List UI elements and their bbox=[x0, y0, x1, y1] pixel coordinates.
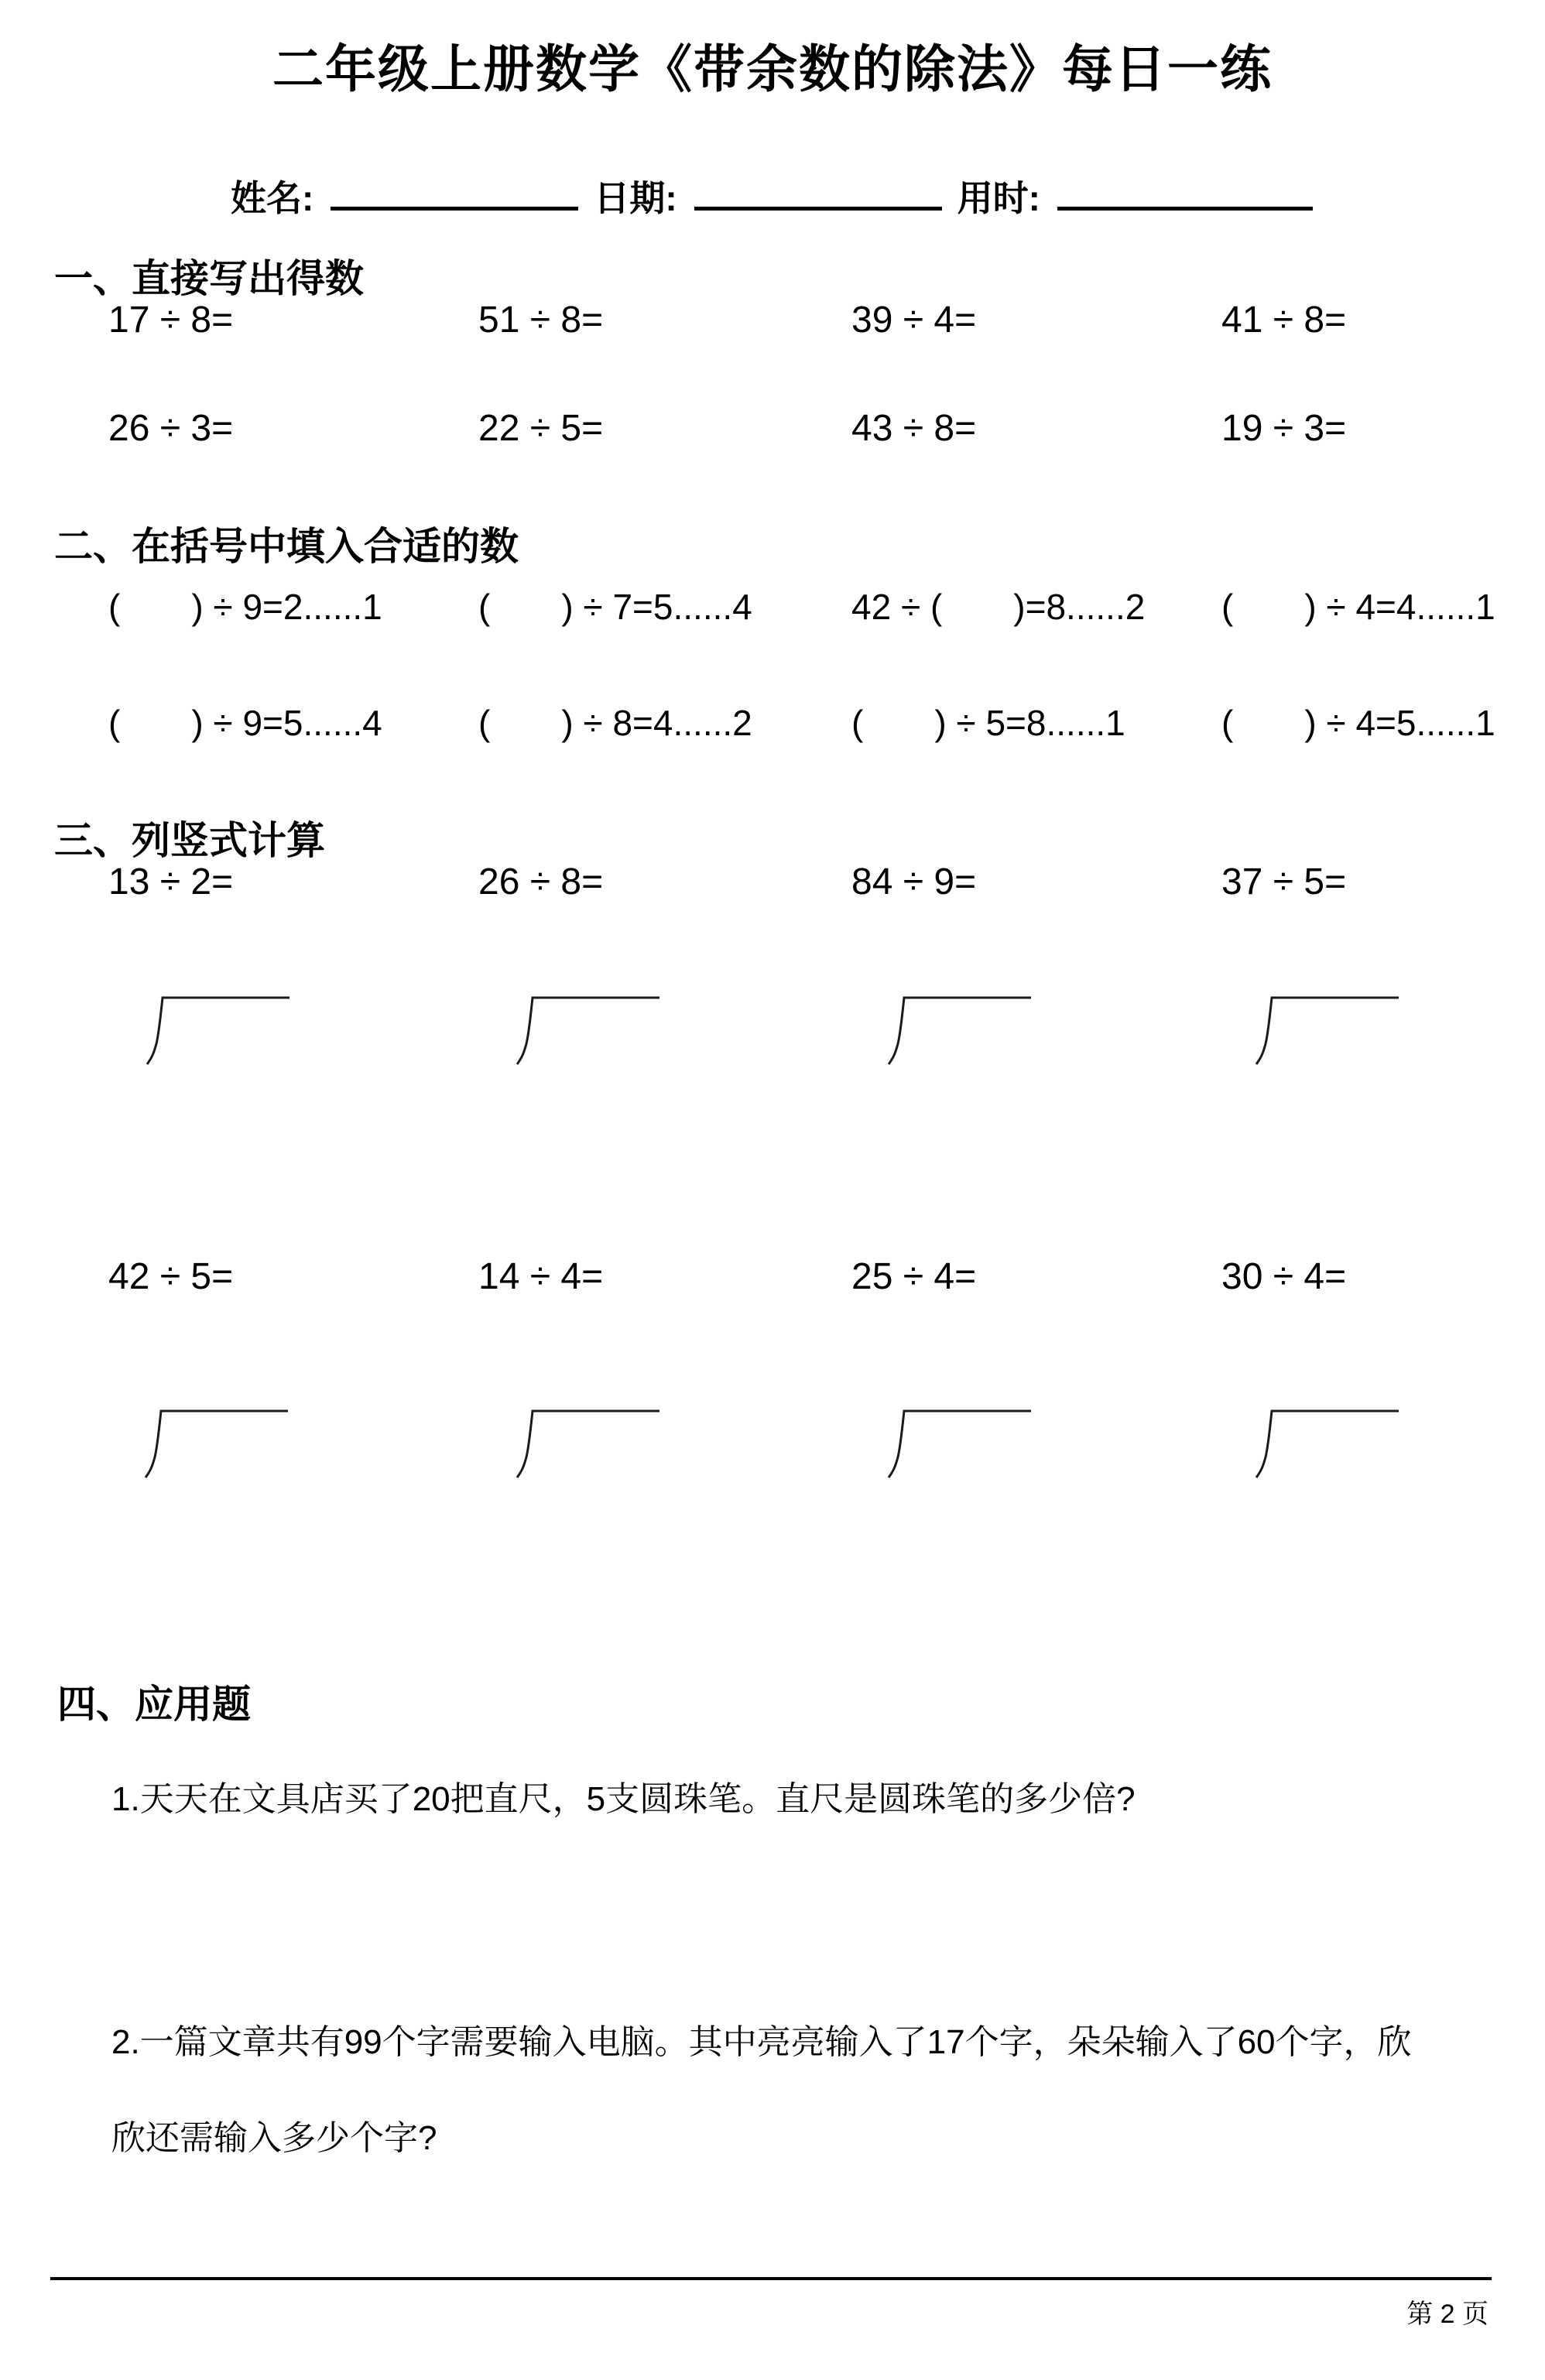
problem: 41 ÷ 8= bbox=[1221, 300, 1347, 341]
long-division-bracket bbox=[887, 1409, 1042, 1480]
problem: ( ) ÷ 9=5......4 bbox=[108, 703, 382, 743]
problem: 26 ÷ 8= bbox=[478, 861, 604, 902]
problem: ( ) ÷ 9=2......1 bbox=[108, 587, 382, 627]
problem: 17 ÷ 8= bbox=[108, 300, 234, 341]
long-division-bracket bbox=[146, 995, 300, 1067]
section1-heading: 一、直接写出得数 bbox=[54, 257, 364, 300]
name-blank-line bbox=[331, 176, 578, 211]
problem: 25 ÷ 4= bbox=[851, 1256, 977, 1297]
long-division-bracket bbox=[516, 995, 670, 1067]
section3-row1 bbox=[0, 861, 1545, 915]
problem: 14 ÷ 4= bbox=[478, 1256, 604, 1297]
section1-row1 bbox=[0, 299, 1545, 353]
problem: ( ) ÷ 5=8......1 bbox=[851, 703, 1125, 743]
problem: ( ) ÷ 4=4......1 bbox=[1221, 587, 1495, 627]
word-problem-2-line2: 欣还需输入多少个字? bbox=[111, 2119, 437, 2157]
section2-row2 bbox=[0, 695, 1545, 749]
problem: 22 ÷ 5= bbox=[478, 408, 604, 449]
problem: 39 ÷ 4= bbox=[851, 300, 977, 341]
section2-heading: 二、在括号中填入合适的数 bbox=[54, 525, 519, 568]
problem: 51 ÷ 8= bbox=[478, 300, 604, 341]
problem: 43 ÷ 8= bbox=[851, 408, 977, 449]
long-division-bracket bbox=[887, 995, 1042, 1067]
section1-row2 bbox=[0, 407, 1545, 461]
problem: ( ) ÷ 4=5......1 bbox=[1221, 703, 1495, 743]
problem: ( ) ÷ 7=5......4 bbox=[478, 587, 752, 627]
problem: 37 ÷ 5= bbox=[1221, 861, 1347, 902]
section3-row2 bbox=[0, 1255, 1545, 1310]
long-division-bracket bbox=[516, 1409, 670, 1480]
problem: ( ) ÷ 8=4......2 bbox=[478, 703, 752, 743]
problem: 13 ÷ 2= bbox=[108, 861, 234, 902]
word-problem-1: 1.天天在文具店买了20把直尺，5支圆珠笔。直尺是圆珠笔的多少倍? bbox=[111, 1780, 1136, 1818]
word-problem-2-line1: 2.一篇文章共有99个字需要输入电脑。其中亮亮输入了17个字，朵朵输入了60个字，欣 bbox=[111, 2023, 1412, 2061]
time-label: 用时: bbox=[957, 178, 1040, 218]
long-division-bracket bbox=[1255, 995, 1410, 1067]
problem: 30 ÷ 4= bbox=[1221, 1256, 1347, 1297]
page-title: 二年级上册数学《带余数的除法》每日一练 bbox=[272, 40, 1273, 98]
problem: 42 ÷ ( )=8......2 bbox=[851, 587, 1146, 627]
time-blank-line bbox=[1057, 176, 1313, 211]
problem: 84 ÷ 9= bbox=[851, 861, 977, 902]
long-division-bracket bbox=[144, 1409, 299, 1480]
meta-line bbox=[231, 170, 1313, 221]
date-blank-line bbox=[694, 176, 942, 211]
name-label: 姓名: bbox=[231, 178, 314, 218]
long-division-bracket bbox=[1255, 1409, 1410, 1480]
problem: 19 ÷ 3= bbox=[1221, 408, 1347, 449]
problem: 42 ÷ 5= bbox=[108, 1256, 234, 1297]
page-number: 第 2 页 bbox=[1406, 2300, 1488, 2329]
date-label: 日期: bbox=[594, 178, 677, 218]
problem: 26 ÷ 3= bbox=[108, 408, 234, 449]
footer-divider bbox=[50, 2277, 1492, 2280]
section3-heading: 三、列竖式计算 bbox=[54, 819, 325, 862]
section4-heading: 四、应用题 bbox=[57, 1683, 251, 1726]
section2-row1 bbox=[0, 579, 1545, 633]
